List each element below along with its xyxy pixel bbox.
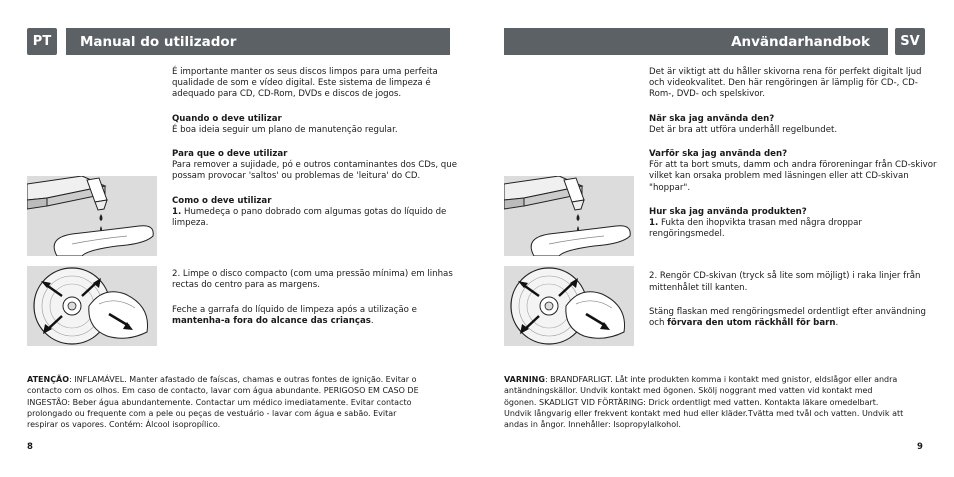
disc-cleaning-illustration [504, 266, 634, 346]
section-text-why: Para remover a sujidade, pó e outros contaminantes dos CDs, que possam provocar 'saltos' ou problemas de 'leitura' do CD. [172, 160, 457, 182]
language-badge: SV [895, 28, 925, 55]
page-header [66, 28, 450, 55]
page-number: 8 [27, 442, 33, 452]
instructions-column [649, 67, 939, 342]
closing-text: Stäng flaskan med rengöringsmedel ordentligt efter användning och [649, 306, 926, 329]
step-1-number: 1. [172, 206, 182, 217]
intro-text: Det är viktigt att du håller skivorna rena för perfekt digitalt ljud och videokvalitet. Den här rengöringen är lämplig för CD-, CD-Rom-, DVD- och spelskivor. [649, 67, 922, 100]
section-title-when: Quando o deve utilizar [172, 113, 282, 124]
closing-strong-text: mantenha-a fora do alcance das crianças [172, 315, 371, 326]
page-number: 9 [917, 442, 923, 452]
warning-notice [504, 374, 904, 430]
section-text-when: Det är bra att utföra underhåll regelbundet. [649, 124, 838, 135]
section-title-how: Como o deve utilizar [172, 195, 272, 206]
section-text-when: É boa ideia seguir um plano de manutenção regular. [172, 124, 398, 135]
step-2-text: 2. Limpe o disco compacto (com uma pressão mínima) em linhas rectas do centro para as margens. [172, 269, 453, 291]
step-1-number: 1. [649, 218, 659, 229]
step-1-text: Fukta den ihopvikta trasan med några droppar rengöringsmedel. [649, 218, 862, 240]
step-2-text: 2. Rengör CD-skivan (tryck så lite som möjligt) i raka linjer från mittenhålet till kanten. [649, 271, 921, 293]
section-text-why: För att ta bort smuts, damm och andra föroreningar från CD-skivor vilket kan orsaka problem med läsningen eller att CD-skivan "hoppar". [649, 160, 937, 193]
closing-end: . [835, 318, 839, 329]
closing-strong-text: förvara den utom räckhåll för barn [667, 318, 836, 329]
intro-text: É importante manter os seus discos limpos para uma perfeita qualidade de som e vídeo digital. Este sistema de limpeza é adequado para CD, CD-Rom, DVDs e discos de jogos. [172, 67, 438, 100]
bottle-drip-illustration [27, 176, 157, 256]
warning-text: : INFLAMÁVEL. Manter afastado de faíscas, chamas e outras fontes de ignição. Evitar o contacto com os olhos. Em caso de contacto, lavar com água abundante. PERIGOSO EM CASO DE INGESTÃO: Beber água abundantemente. Contactar um médico imediatamente. Evitar contacto prolongado ou frequente com a pele ou peças de vestuário - lavar com água e sabão. Evitar respirar os vapores. Contém: Álcool isopropílico. [27, 375, 419, 430]
closing-end: . [370, 315, 374, 326]
bottle-drip-illustration [504, 176, 634, 256]
section-title-how: Hur ska jag använda produkten? [649, 206, 807, 217]
page-title: Manual do utilizador [80, 33, 237, 50]
closing-text: Feche a garrafa do líquido de limpeza após a utilização e [172, 304, 417, 315]
language-badge: PT [27, 28, 57, 55]
warning-notice [27, 374, 427, 430]
step-1-text: Humedeça o pano dobrado com algumas gotas do líquido de limpeza. [172, 206, 447, 229]
page-right [477, 0, 954, 477]
warning-text: : BRANDFARLIGT. Låt inte produkten komma i kontakt med gnistor, eldslågor eller andra antändningskällor. Undvik kontakt med ögonen. Skölj noggrant med vatten vid kontakt med ögonen. SKADLIGT VID FÖRTÄRING: Drick ordentligt med vatten. Kontakta läkare omedelbart. Undvik långvarig eller frekvent kontakt med hud eller kläder.Tvätta med tvål och vatten. Undvik att andas in ångor. Innehåller: Isopropylalkohol. [504, 375, 904, 430]
section-title-why: Para que o deve utilizar [172, 149, 288, 160]
warning-label: VARNING [504, 375, 545, 384]
disc-cleaning-illustration [27, 266, 157, 346]
page-title: Användarhandbok [731, 33, 870, 50]
section-title-why: Varför ska jag använda den? [649, 149, 788, 160]
instructions-column [172, 67, 462, 340]
page-header [504, 28, 888, 55]
warning-label: ATENÇÃO [27, 375, 70, 384]
section-title-when: När ska jag använda den? [649, 113, 775, 124]
